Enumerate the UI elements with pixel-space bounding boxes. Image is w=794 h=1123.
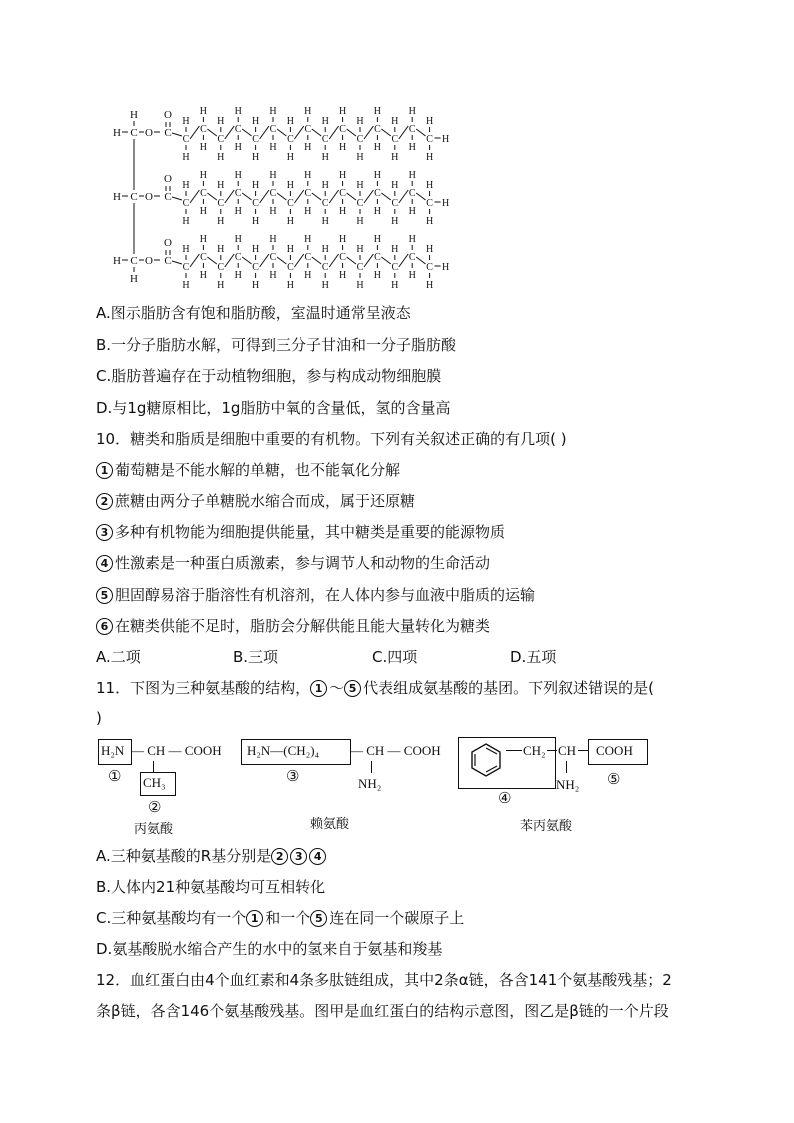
atom-label: C <box>130 127 138 139</box>
atom-label: C <box>182 198 190 209</box>
atom-label: C <box>321 134 329 145</box>
bond-line <box>399 254 408 267</box>
q11-stem-cont: ) <box>96 709 102 727</box>
atom-label: H <box>251 152 260 163</box>
bond-line <box>277 129 286 136</box>
amino-acid-figure <box>0 730 794 840</box>
q10-item <box>96 460 400 480</box>
atom-label: H <box>321 116 329 127</box>
atom-label: H <box>391 152 399 163</box>
q10-item <box>96 491 415 511</box>
atom-label: C <box>182 134 190 145</box>
bond-line <box>547 750 557 751</box>
atom-label: H <box>338 106 347 117</box>
q10-option-a: A.二项 <box>96 648 141 666</box>
bond-line <box>277 257 286 264</box>
atom-label: C <box>164 191 172 203</box>
bond-line <box>277 193 286 200</box>
atom-label: H <box>217 116 225 127</box>
atom-label: H <box>391 244 399 255</box>
atom-label: C <box>234 124 242 135</box>
atom-label: H <box>234 170 242 181</box>
marker-4: ④ <box>498 791 512 807</box>
atom-label: H <box>373 142 382 153</box>
marker-1: ① <box>108 769 122 785</box>
bond-line <box>312 129 321 136</box>
atom-label: H <box>373 270 382 281</box>
circle-4: 4 <box>309 848 326 865</box>
bond-line <box>364 190 373 203</box>
ala-h2n: H₂N <box>101 743 125 758</box>
atom-label: H <box>408 234 416 245</box>
marker-5: ⑤ <box>607 772 621 788</box>
atom-label: C <box>304 124 312 135</box>
atom-label: H <box>304 142 312 153</box>
atom-label: H <box>234 234 242 245</box>
q10-item <box>96 553 490 573</box>
bond-line <box>347 257 356 264</box>
atom-label: H <box>321 244 329 255</box>
atom-label: H <box>425 244 434 255</box>
bond-line <box>207 129 216 136</box>
bond-line <box>312 257 321 264</box>
atom-label: H <box>356 116 364 127</box>
atom-label: H <box>199 206 208 217</box>
atom-label: H <box>304 234 312 245</box>
atom-label: H <box>408 270 416 281</box>
triglyceride-structure-figure <box>108 100 468 292</box>
item-number-circle: 4 <box>96 555 113 572</box>
atom-label: C <box>339 124 346 135</box>
atom-label: H <box>304 170 312 181</box>
phe-nh2: NH₂ <box>556 777 580 792</box>
atom-label: H <box>269 206 277 217</box>
atom-label: H <box>269 106 277 117</box>
bond-line <box>242 193 251 200</box>
bond-line <box>207 193 216 200</box>
q12-stem-line1: 12．血红蛋白由4个血红素和4条多肽链组成，其中2条α链，各含141个氨基酸残基；2 <box>96 971 672 989</box>
q11-option-a-text: A.三种氨基酸的R基分别是 <box>96 847 272 865</box>
q11-stem-text: 代表组成氨基酸的基团。下列叙述错误的是( <box>363 679 654 697</box>
bond-line <box>190 126 199 139</box>
item-number-circle: 3 <box>96 524 113 541</box>
atom-label: H <box>321 280 329 291</box>
atom-label: O <box>164 109 172 121</box>
atom-label: H <box>199 106 208 117</box>
atom-label: C <box>200 188 207 199</box>
atom-label: C <box>408 252 416 263</box>
q10-item-text: 蔗糖由两分子单糖脱水缩合而成，属于还原糖 <box>115 492 416 510</box>
atom-label: H <box>425 116 434 127</box>
atom-label: H <box>234 270 242 281</box>
atom-label: H <box>338 142 347 153</box>
atom-label: H <box>425 280 434 291</box>
atom-label: C <box>200 252 207 263</box>
atom-label: H <box>321 180 329 191</box>
phe-label: 苯丙氨酸 <box>520 819 573 834</box>
q10-item-text: 葡萄糖是不能水解的单糖，也不能氧化分解 <box>115 461 401 479</box>
atom-label: C <box>217 262 225 273</box>
bond-line <box>207 257 216 264</box>
bond-line <box>294 126 303 139</box>
atom-label: H <box>408 106 416 117</box>
atom-label: C <box>269 188 277 199</box>
atom-label: O <box>145 127 153 139</box>
atom-label: H <box>373 106 382 117</box>
atom-label: C <box>339 252 346 263</box>
q10-option-b: B.三项 <box>233 648 279 666</box>
atom-label: H <box>304 206 312 217</box>
atom-label: H <box>304 270 312 281</box>
atom-label: O <box>145 255 153 267</box>
item-number-circle: 5 <box>96 587 113 604</box>
atom-label: H <box>251 280 260 291</box>
bond-line <box>260 126 269 139</box>
bond-line <box>312 193 321 200</box>
atom-label: H <box>425 152 434 163</box>
phe-cooh: COOH <box>596 743 633 758</box>
bond-line <box>506 750 522 751</box>
bond-line <box>416 129 425 136</box>
bond-line <box>172 197 182 200</box>
atom-label: C <box>408 124 416 135</box>
bond-line <box>225 126 234 139</box>
atom-label: H <box>286 152 295 163</box>
q11-stem <box>96 678 654 698</box>
atom-label: H <box>199 142 208 153</box>
bond-line <box>329 126 338 139</box>
atom-label: H <box>338 270 347 281</box>
atom-label: H <box>199 170 208 181</box>
circle-1: 1 <box>246 910 263 927</box>
atom-label: H <box>373 234 382 245</box>
atom-label: H <box>356 216 364 227</box>
atom-label: C <box>304 188 312 199</box>
atom-label: C <box>408 188 416 199</box>
atom-label: H <box>234 106 242 117</box>
atom-label: H <box>182 116 190 127</box>
atom-label: H <box>251 116 260 127</box>
atom-label: C <box>426 262 433 273</box>
q9-option-b: B.一分子脂肪水解，可得到三分子甘油和一分子脂肪酸 <box>96 336 457 354</box>
atom-label: C <box>304 252 312 263</box>
atom-label: C <box>287 262 294 273</box>
bond-line <box>242 257 251 264</box>
q10-item-text: 在糖类供能不足时，脂肪会分解供能且能大量转化为糖类 <box>115 617 491 635</box>
atom-label: C <box>252 134 259 145</box>
atom-label: C <box>164 255 172 267</box>
atom-label: C <box>356 134 364 145</box>
atom-label: H <box>217 244 225 255</box>
atom-label: H <box>182 244 190 255</box>
atom-label: H <box>251 180 260 191</box>
bond-line <box>260 190 269 203</box>
bond-line <box>172 133 182 136</box>
atom-label: O <box>164 173 172 185</box>
bond-line <box>578 750 588 751</box>
circle-1: 1 <box>310 680 327 697</box>
atom-label: H <box>441 134 450 145</box>
atom-label: H <box>391 116 399 127</box>
atom-label: H <box>373 206 382 217</box>
q11-option-c <box>96 908 464 928</box>
atom-label: H <box>408 142 416 153</box>
q9-option-c: C.脂肪普遍存在于动植物细胞，参与构成动物细胞膜 <box>96 367 442 385</box>
item-number-circle: 1 <box>96 462 113 479</box>
bond-line <box>294 190 303 203</box>
bond-line <box>242 129 251 136</box>
atom-label: C <box>234 188 242 199</box>
atom-label: H <box>113 255 121 267</box>
atom-label: H <box>286 216 295 227</box>
atom-label: H <box>321 152 329 163</box>
atom-label: H <box>338 170 347 181</box>
atom-label: O <box>145 191 153 203</box>
phe-ch: CH <box>558 743 577 758</box>
atom-label: H <box>251 244 260 255</box>
atom-label: C <box>252 198 259 209</box>
atom-label: C <box>200 124 207 135</box>
q10-option-d: D.五项 <box>510 648 557 666</box>
atom-label: C <box>287 134 294 145</box>
bond-line <box>329 254 338 267</box>
atom-label: H <box>408 206 416 217</box>
atom-label: H <box>286 244 295 255</box>
atom-label: H <box>182 216 190 227</box>
q10-stem: 10．糖类和脂质是细胞中重要的有机物。下列有关叙述正确的有几项( ) <box>96 430 567 448</box>
atom-label: C <box>356 198 364 209</box>
atom-label: H <box>269 142 277 153</box>
atom-label: C <box>252 262 259 273</box>
atom-label: C <box>356 262 364 273</box>
bond-line <box>225 254 234 267</box>
q10-item <box>96 585 535 605</box>
ala-ch-cooh: — CH — COOH <box>131 743 222 758</box>
atom-label: H <box>182 152 190 163</box>
atom-label: H <box>425 180 434 191</box>
atom-label: H <box>217 280 225 291</box>
atom-label: H <box>391 180 399 191</box>
phe-ch2: CH₂ <box>523 743 546 758</box>
atom-label: C <box>217 134 225 145</box>
q11-option-c-text: 和一个 <box>265 909 311 927</box>
bond-line <box>260 254 269 267</box>
bond-line <box>190 190 199 203</box>
atom-label: H <box>356 280 364 291</box>
bond-line <box>364 254 373 267</box>
bond-line <box>172 261 182 264</box>
bond-line <box>364 126 373 139</box>
q10-item <box>96 522 505 542</box>
atom-label: H <box>338 234 347 245</box>
atom-label: H <box>391 280 399 291</box>
lys-chain: H₂N—(CH₂)₄ <box>247 743 320 758</box>
atom-label: C <box>269 252 277 263</box>
atom-label: H <box>356 152 364 163</box>
atom-label: H <box>199 270 208 281</box>
atom-label: C <box>374 188 381 199</box>
bond-line <box>381 257 390 264</box>
atom-label: H <box>269 270 277 281</box>
bond-line <box>371 761 372 773</box>
atom-label: H <box>356 244 364 255</box>
bond-line <box>294 254 303 267</box>
atom-label: H <box>338 206 347 217</box>
lys-nh2: NH₂ <box>358 776 382 791</box>
bond-line <box>190 254 199 267</box>
q11-option-c-text: C.三种氨基酸均有一个 <box>96 909 247 927</box>
atom-label: C <box>391 198 399 209</box>
bond-line <box>416 257 425 264</box>
q11-stem-text: 11．下图为三种氨基酸的结构， <box>96 679 311 697</box>
q10-item-text: 性激素是一种蛋白质激素，参与调节人和动物的生命活动 <box>115 554 491 572</box>
atom-label: C <box>321 198 329 209</box>
bond-line <box>399 126 408 139</box>
bond-line <box>347 193 356 200</box>
atom-label: H <box>113 127 121 139</box>
atom-label: C <box>164 127 172 139</box>
atom-label: C <box>426 134 433 145</box>
bond-line <box>381 129 390 136</box>
atom-label: H <box>441 198 450 209</box>
atom-label: H <box>269 170 277 181</box>
atom-label: C <box>391 134 399 145</box>
atom-label: H <box>113 191 121 203</box>
atom-label: H <box>182 280 190 291</box>
atom-label: C <box>339 188 346 199</box>
q12-stem-line2: 条β链，各含146个氨基酸残基。图甲是血红蛋白的结构示意图，图乙是β链的一个片段 <box>96 1002 669 1020</box>
atom-label: C <box>130 191 138 203</box>
atom-label: H <box>251 216 260 227</box>
atom-label: H <box>130 109 138 121</box>
q10-item <box>96 616 490 636</box>
atom-label: H <box>217 180 225 191</box>
atom-label: H <box>269 234 277 245</box>
q11-option-b: B.人体内21种氨基酸均可互相转化 <box>96 878 326 896</box>
atom-label: H <box>441 262 450 273</box>
benzene-ring-icon <box>466 740 506 780</box>
ala-label: 丙氨酸 <box>134 822 174 837</box>
q10-item-text: 胆固醇易溶于脂溶性有机溶剂，在人体内参与血液中脂质的运输 <box>115 586 536 604</box>
atom-label: H <box>199 234 208 245</box>
bond-line <box>381 193 390 200</box>
atom-label: C <box>287 198 294 209</box>
q9-option-d: D.与1g糖原相比，1g脂肪中氧的含量低，氢的含量高 <box>96 399 451 417</box>
marker-3: ③ <box>286 769 300 785</box>
atom-label: C <box>391 262 399 273</box>
atom-label: H <box>286 180 295 191</box>
atom-label: H <box>234 142 242 153</box>
atom-label: C <box>426 198 433 209</box>
bond-line <box>399 190 408 203</box>
atom-label: O <box>164 237 172 249</box>
circle-3: 3 <box>290 848 307 865</box>
q10-item-text: 多种有机物能为细胞提供能量，其中糖类是重要的能源物质 <box>115 523 506 541</box>
bond-line <box>566 761 567 773</box>
atom-label: H <box>217 152 225 163</box>
atom-label: C <box>217 198 225 209</box>
circle-2: 2 <box>271 848 288 865</box>
atom-label: H <box>130 273 138 285</box>
lys-ch-cooh: — CH — COOH <box>350 743 441 758</box>
atom-label: C <box>182 262 190 273</box>
atom-label: H <box>356 180 364 191</box>
ala-ch3: CH₃ <box>143 775 166 790</box>
q11-option-a <box>96 846 328 866</box>
bond-line <box>416 193 425 200</box>
atom-label: C <box>321 262 329 273</box>
atom-label: H <box>286 116 295 127</box>
atom-label: H <box>304 106 312 117</box>
atom-label: C <box>234 252 242 263</box>
atom-label: C <box>374 252 381 263</box>
lys-label: 赖氨酸 <box>310 817 350 832</box>
atom-label: H <box>373 170 382 181</box>
item-number-circle: 2 <box>96 493 113 510</box>
atom-label: C <box>269 124 277 135</box>
circle-5: 5 <box>344 680 361 697</box>
atom-label: H <box>182 180 190 191</box>
atom-label: H <box>321 216 329 227</box>
atom-label: C <box>130 255 138 267</box>
bond-line <box>347 129 356 136</box>
item-number-circle: 6 <box>96 618 113 635</box>
atom-label: H <box>391 216 399 227</box>
q10-option-c: C.四项 <box>372 648 418 666</box>
atom-label: H <box>217 216 225 227</box>
triglyceride-svg <box>108 100 468 292</box>
atom-label: H <box>234 206 242 217</box>
tilde: ～ <box>329 679 345 697</box>
circle-5: 5 <box>310 910 327 927</box>
bond-line <box>329 190 338 203</box>
q11-option-d: D.氨基酸脱水缩合产生的水中的氢来自于氨基和羧基 <box>96 940 443 958</box>
marker-2: ② <box>148 800 162 816</box>
atom-label: C <box>374 124 381 135</box>
atom-label: H <box>286 280 295 291</box>
q9-option-a: A.图示脂肪含有饱和脂肪酸，室温时通常呈液态 <box>96 304 411 322</box>
bond-line <box>225 190 234 203</box>
q11-option-c-text: 连在同一个碳原子上 <box>329 909 465 927</box>
atom-label: H <box>408 170 416 181</box>
atom-label: H <box>425 216 434 227</box>
